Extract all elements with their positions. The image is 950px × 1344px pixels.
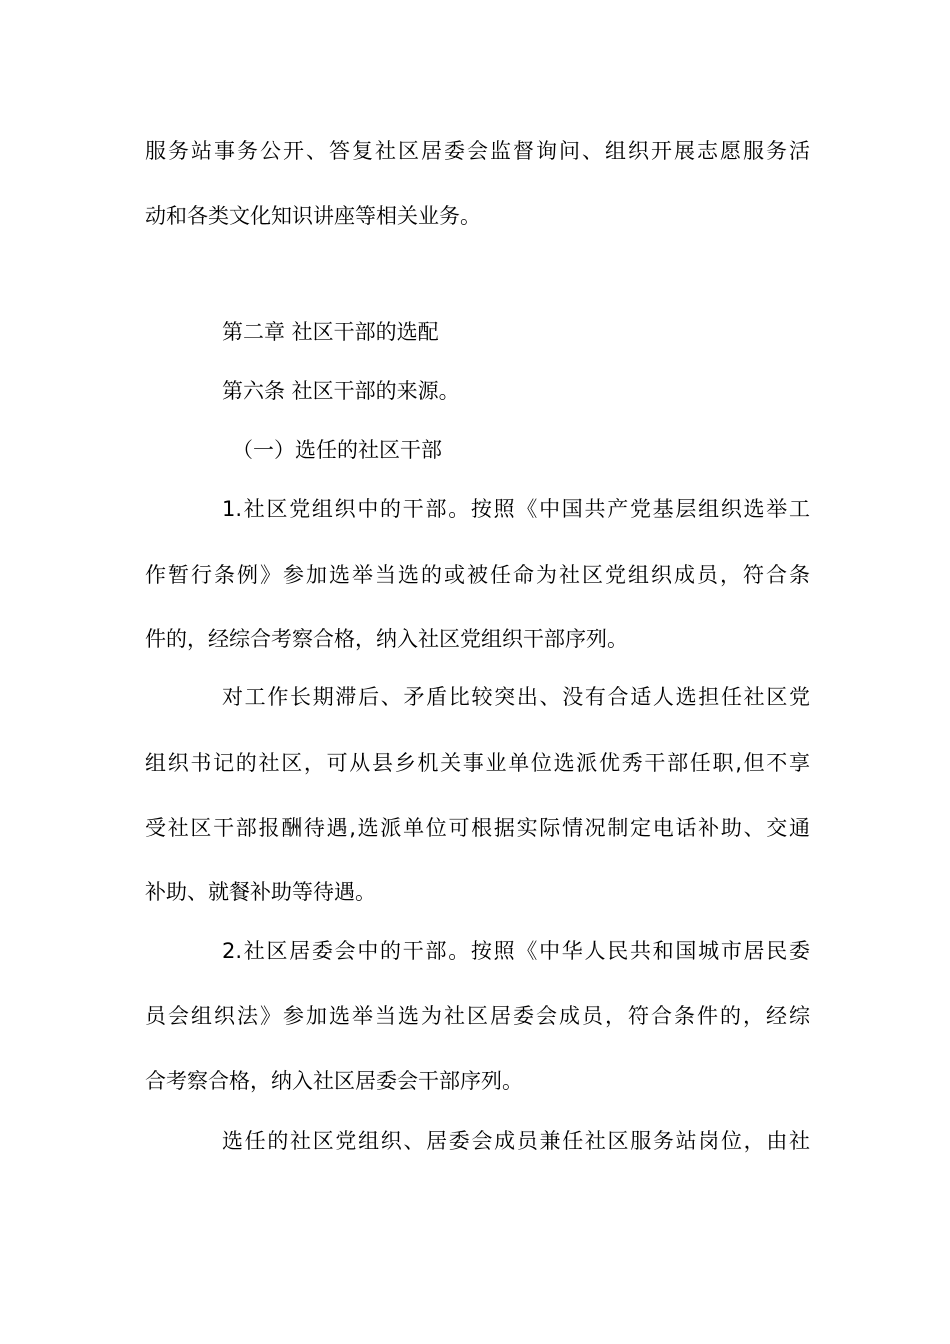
paragraph-line: 1.社区党组织中的干部。按照《中国共产党基层组织选举工 [222, 497, 810, 521]
section-heading: （一）选任的社区干部 [232, 438, 442, 462]
paragraph-line: 选任的社区党组织、居委会成员兼任社区服务站岗位，由社 [222, 1129, 810, 1153]
paragraph-line: 受社区干部报酬待遇,选派单位可根据实际情况制定电话补助、交通 [145, 816, 810, 840]
chapter-heading: 第二章 社区干部的选配 [222, 320, 439, 344]
paragraph-line: 件的，经综合考察合格，纳入社区党组织干部序列。 [145, 627, 628, 651]
paragraph-line: 服务站事务公开、答复社区居委会监督询问、组织开展志愿服务活 [145, 139, 810, 163]
paragraph-line: 组织书记的社区，可从县乡机关事业单位选派优秀干部任职,但不享 [145, 751, 810, 775]
article-heading: 第六条 社区干部的来源。 [222, 379, 460, 403]
paragraph-line: 2.社区居委会中的干部。按照《中华人民共和国城市居民委 [222, 939, 810, 963]
paragraph-line: 动和各类文化知识讲座等相关业务。 [145, 204, 481, 228]
paragraph-line: 员会组织法》参加选举当选为社区居委会成员，符合条件的，经综 [145, 1004, 810, 1028]
paragraph-line: 补助、就餐补助等待遇。 [145, 880, 376, 904]
paragraph-line: 合考察合格，纳入社区居委会干部序列。 [145, 1069, 523, 1093]
paragraph-line: 作暂行条例》参加选举当选的或被任命为社区党组织成员，符合条 [145, 563, 810, 587]
paragraph-line: 对工作长期滞后、矛盾比较突出、没有合适人选担任社区党 [222, 685, 810, 709]
